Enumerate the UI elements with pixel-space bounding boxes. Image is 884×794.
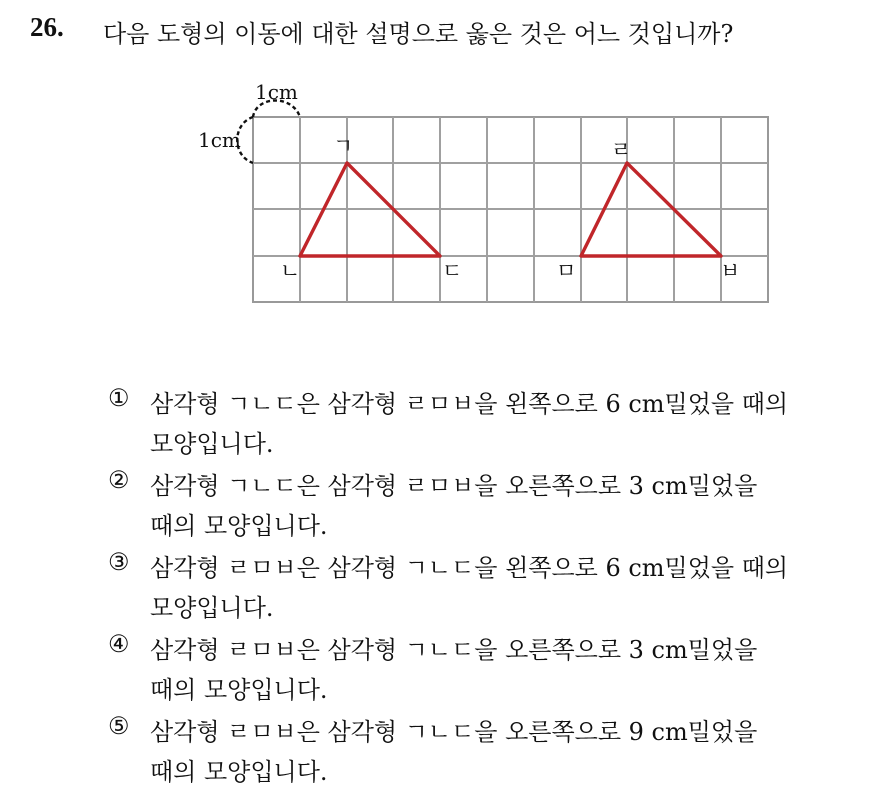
vertex-label-nieun: ㄴ — [280, 259, 301, 283]
vertex-label-digeut: ㄷ — [442, 259, 463, 283]
choice-text-line2: 모양입니다. — [150, 430, 274, 458]
choice-2[interactable] — [108, 466, 848, 548]
question-number: 26. — [30, 12, 64, 42]
choice-number: ③ — [108, 548, 130, 576]
choice-number: ① — [108, 384, 130, 412]
choice-number: ⑤ — [108, 712, 130, 740]
choice-text-line1: 삼각형 ㄱㄴㄷ은 삼각형 ㄹㅁㅂ을 오른쪽으로 3 cm밀었을 — [150, 472, 758, 500]
question-text: 다음 도형의 이동에 대한 설명으로 옳은 것은 어느 것입니까? — [103, 20, 734, 48]
choice-text-line1: 삼각형 ㄹㅁㅂ은 삼각형 ㄱㄴㄷ을 오른쪽으로 9 cm밀었을 — [150, 718, 758, 746]
vertex-label-rieul: ㄹ — [611, 138, 632, 162]
choice-text-line1: 삼각형 ㄹㅁㅂ은 삼각형 ㄱㄴㄷ을 왼쪽으로 6 cm밀었을 때의 — [150, 554, 789, 582]
choice-1[interactable] — [108, 384, 848, 466]
vertex-label-mieum: ㅁ — [556, 259, 577, 283]
answer-choices — [108, 384, 848, 794]
vertex-label-bieup: ㅂ — [720, 259, 741, 283]
choice-text-line2: 때의 모양입니다. — [150, 758, 328, 786]
choice-3[interactable] — [108, 548, 848, 630]
grid — [253, 117, 768, 302]
choice-number: ② — [108, 466, 130, 494]
choice-text-line2: 모양입니다. — [150, 594, 274, 622]
choice-text-line1: 삼각형 ㄱㄴㄷ은 삼각형 ㄹㅁㅂ을 왼쪽으로 6 cm밀었을 때의 — [150, 390, 789, 418]
choice-text-line2: 때의 모양입니다. — [150, 676, 328, 704]
choice-text-line2: 때의 모양입니다. — [150, 512, 328, 540]
unit-label-top: 1cm — [255, 80, 298, 104]
choice-5[interactable] — [108, 712, 848, 794]
choice-text-line1: 삼각형 ㄹㅁㅂ은 삼각형 ㄱㄴㄷ을 오른쪽으로 3 cm밀었을 — [150, 636, 758, 664]
choice-4[interactable] — [108, 630, 848, 712]
unit-label-left: 1cm — [198, 128, 241, 152]
vertex-label-giyeok: ㄱ — [333, 134, 354, 158]
choice-number: ④ — [108, 630, 130, 658]
translation-figure — [0, 0, 884, 320]
